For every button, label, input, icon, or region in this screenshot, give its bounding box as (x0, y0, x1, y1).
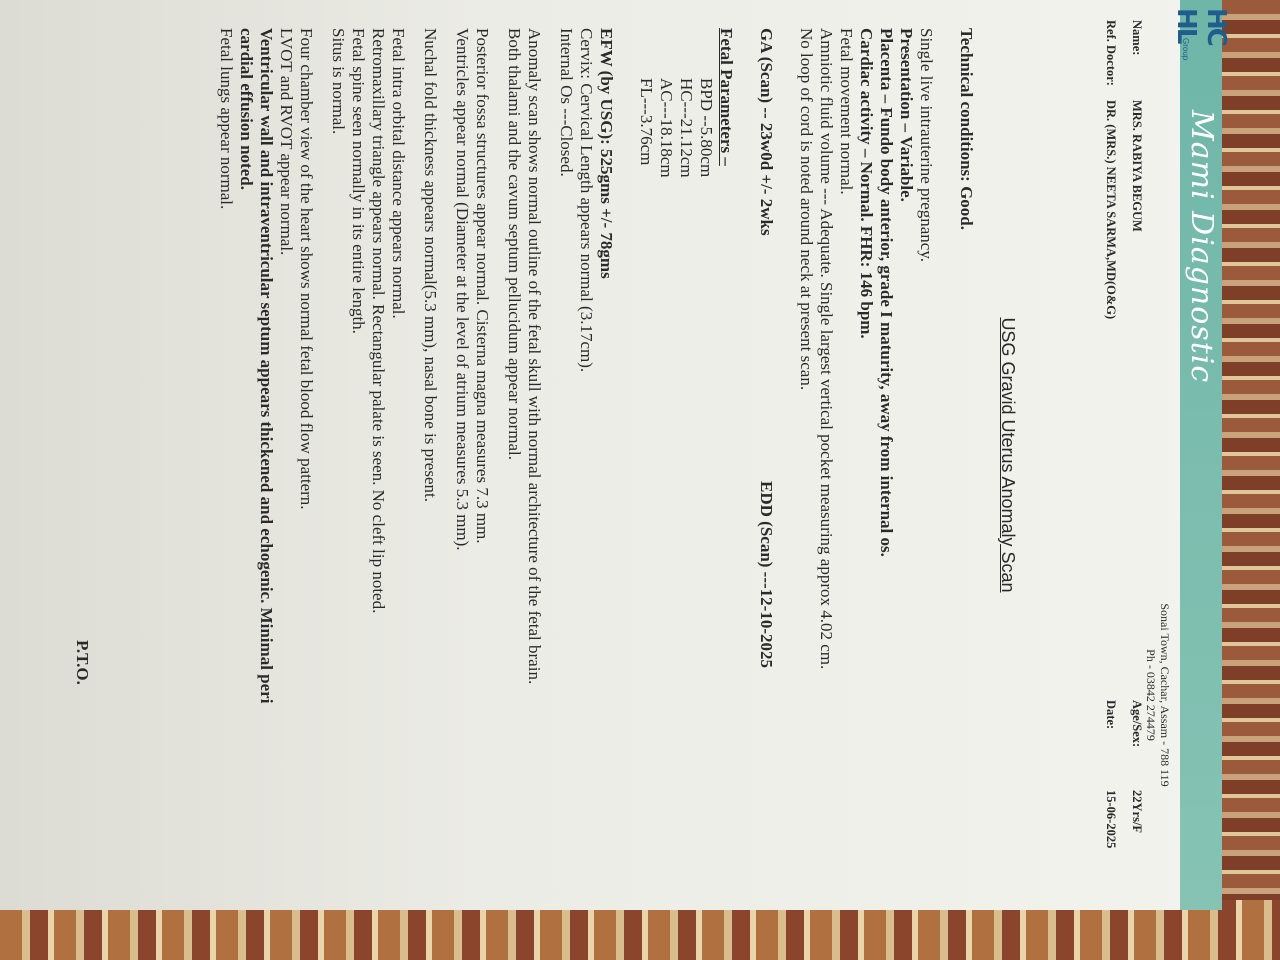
please-turn-over: P.T.O. (73, 640, 92, 685)
fetal-parameters-heading: Fetal Parameters – (717, 28, 736, 166)
address-block (1144, 480, 1172, 910)
finding-cord: No loop of cord is noted around neck at present scan. (797, 28, 816, 391)
cervix: Cervix: Cervical Length appears normal (3.17cm). (577, 28, 596, 373)
finding-pregnancy: Single live intrauterine pregnancy. (917, 28, 936, 262)
date-value: 15-06-2025 (1104, 790, 1118, 849)
letterhead (1171, 0, 1231, 910)
finding-cardiac: Cardiac activity – Normal. FHR: 146 bpm. (857, 28, 876, 339)
date-label: Date: (1104, 700, 1118, 730)
face-line-1: Fetal intra orbital distance appears normal. (389, 28, 408, 319)
gestational-age: GA (Scan) -- 23w0d +/- 2wks (757, 28, 776, 236)
report-title: USG Gravid Uterus Anomaly Scan (998, 317, 1018, 593)
posterior-fossa-2: Ventricles appear normal (Diameter at the level of atrium measures 5.3 mm). (453, 28, 472, 551)
face-line-2: Retromaxillary triangle appears normal. Rectangular palate is seen. No cleft lip noted. (369, 28, 388, 614)
expected-delivery-date: EDD (Scan) ---12-10-2025 (757, 481, 776, 668)
ga-edd-row (756, 28, 776, 668)
carpet-background (1220, 0, 1280, 960)
report-body (216, 28, 976, 878)
heart-line-4: cardial effusion noted. (237, 28, 256, 190)
nuchal-fold: Nuchal fold thickness appears normal(5.3 mm), nasal bone is present. (421, 28, 440, 502)
situs-line: Situs is normal. (329, 28, 348, 135)
name-value: MRS. RABIYA BEGUM (1130, 100, 1144, 232)
heart-line-3: Ventricular wall and intraventricular septum appears thickened and echogenic. Minimal peri (257, 28, 276, 704)
param-hc: HC---21.12cm (677, 78, 696, 178)
brand-name: Mami Diagnostic (1184, 110, 1219, 384)
patient-row-2 (1092, 20, 1118, 890)
param-fl: FL---3.76cm (637, 78, 656, 166)
heart-line-2: LVOT and RVOT appear normal. (277, 28, 296, 256)
efw: EFW (by USG): 525gms +/- 78gms (597, 28, 616, 279)
posterior-fossa-1: Posterior fossa structures appear normal. Cisterna magna measures 7.3 mm. (473, 28, 492, 544)
patient-row-1 (1118, 20, 1144, 890)
internal-os: Internal Os ---Closed. (557, 28, 576, 177)
patient-info (1092, 20, 1144, 890)
name-label: Name: (1130, 20, 1144, 56)
finding-amniotic: Amniotic fluid volume --- Adequate. Single largest vertical pocket measuring approx 4.02 cm. (817, 28, 836, 670)
finding-placenta: Placenta – Fundo body anterior, grade I maturity, away from internal os. (877, 28, 896, 557)
logo-sub: Group (1181, 38, 1190, 61)
finding-movement: Fetal movement normal. (837, 28, 856, 195)
age-label: Age/Sex: (1130, 700, 1144, 748)
ref-doctor-value: DR. (MRS.) NEETA SARMA,MD(O&G) (1104, 100, 1118, 320)
ref-doctor-label: Ref. Doctor: (1104, 20, 1118, 86)
brain-line-2: Both thalami and the cavum septum pellucidum appear normal. (505, 28, 524, 460)
param-ac: AC---18.18cm (657, 78, 676, 178)
brain-line-1: Anomaly scan shows normal outline of the fetal skull with normal architecture of the fetal brain. (525, 28, 544, 685)
logo (1171, 8, 1231, 86)
finding-presentation: Presentation – Variable. (897, 28, 916, 202)
heart-line-1: Four chamber view of the heart shows normal fetal blood flow pattern. (297, 28, 316, 510)
logo-mark: HC HL (1171, 8, 1231, 45)
param-bpd: BPD --5.80cm (697, 78, 716, 178)
phone-line: Ph - 03842 274479 (1144, 649, 1158, 741)
age-value: 22Yrs/F (1130, 790, 1144, 834)
lungs-line: Fetal lungs appear normal. (217, 28, 236, 210)
spine-line: Fetal spine seen normally in its entire length. (349, 28, 368, 334)
address-line: Sonai Town, Cachar, Assam - 788 119 (1158, 603, 1172, 787)
technical-conditions: Technical conditions: Good. (957, 28, 976, 230)
